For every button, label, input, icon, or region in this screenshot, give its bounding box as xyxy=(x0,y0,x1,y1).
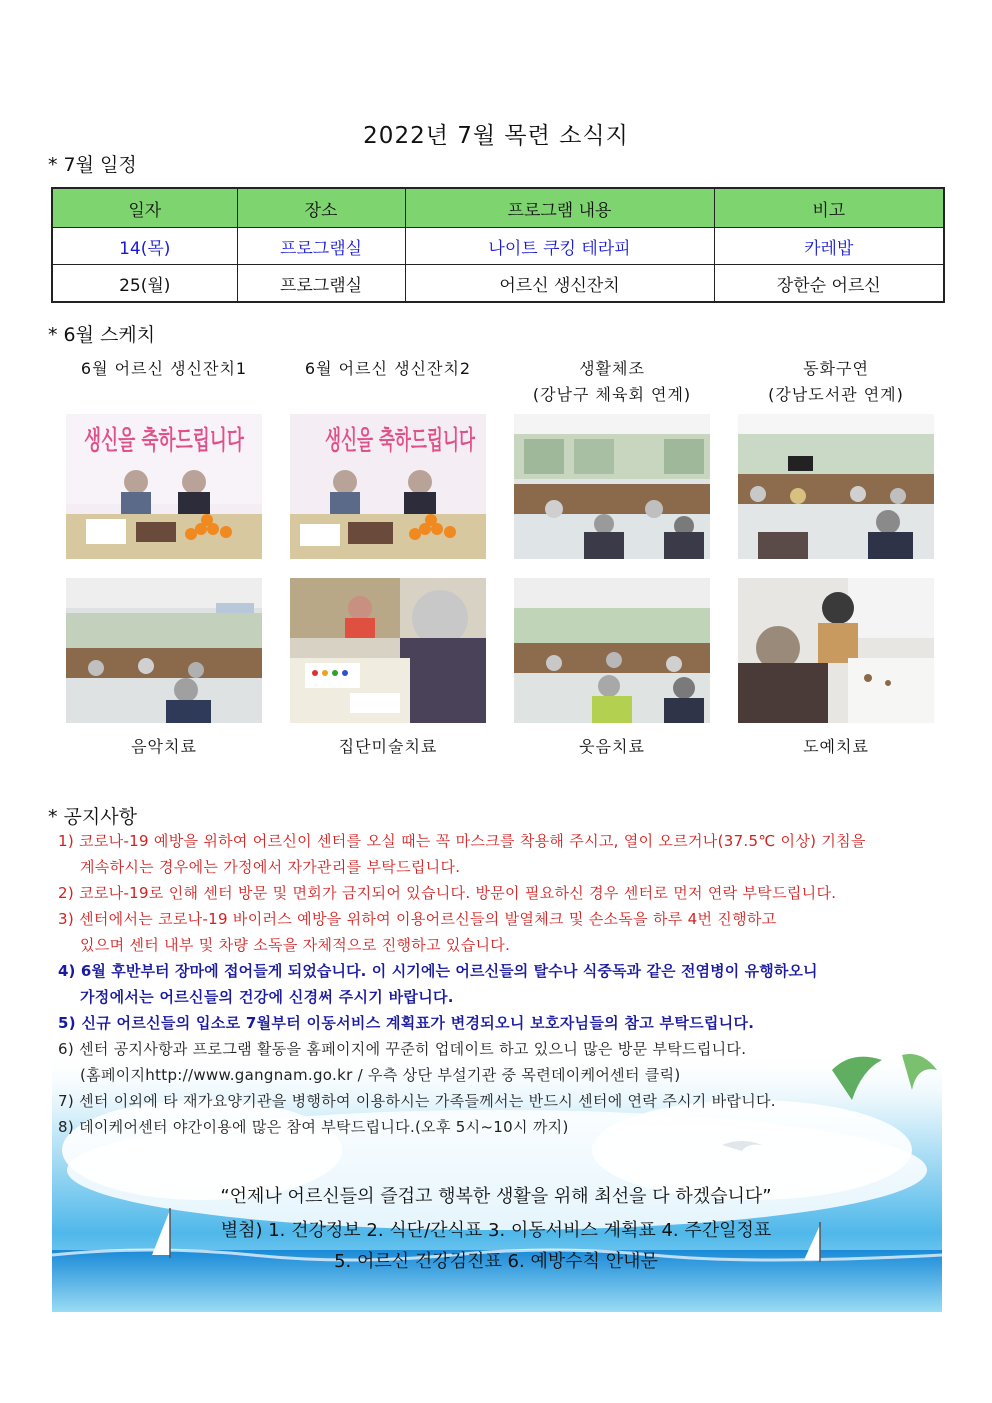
row-note: 카레밥 xyxy=(714,228,944,265)
attachment-list-1: 별첨) 1. 건강정보 2. 식단/간식표 3. 이동서비스 계획표 4. 주간일정표 xyxy=(220,1220,772,1241)
row-date: 25(월) xyxy=(52,265,237,303)
caption-line: 생활체조 xyxy=(579,359,645,378)
notice-text: 센터에서는 코로나-19 바이러스 예방을 위하여 이용어르신들의 발열체크 및 손소독을 하루 4번 진행하고 xyxy=(79,910,777,928)
notice-text: 6월 후반부터 장마에 접어들게 되었습니다. 이 시기에는 어르신들의 탈수나 식중독과 같은 전염병이 유행하오니 xyxy=(80,962,818,980)
row-program: 나이트 쿠킹 테라피 xyxy=(405,228,714,265)
notice-text: 데이케어센터 야간이용에 많은 참여 부탁드립니다.(오후 5시~10시 까지) xyxy=(79,1118,569,1136)
notice-text: 센터 이외에 타 재가요양기관을 병행하여 이용하시는 가족들께서는 반드시 센터에 연락 주시기 바랍니다. xyxy=(79,1092,776,1110)
banner-text: 생신을 축하드립니다 xyxy=(325,426,561,456)
homepage-link-text: (홈페이지http://www.gangnam.go.kr / 우측 상단 부설기관 중 목련데이케어센터 클릭) xyxy=(80,1066,681,1084)
row-date: 14(목) xyxy=(52,228,237,265)
row-place: 프로그램실 xyxy=(237,265,405,303)
photo-caption xyxy=(54,356,274,382)
photo-caption xyxy=(278,356,498,382)
table-row xyxy=(52,228,944,265)
photo-caption: 집단미술치료 xyxy=(338,737,438,756)
caption-line: 6월 어르신 생신잔치2 xyxy=(304,359,472,378)
storytelling-photo xyxy=(738,414,934,559)
schedule-table xyxy=(51,187,945,303)
photo-caption xyxy=(502,356,722,408)
notice-continuation: 있으며 센터 내부 및 차량 소독을 자체적으로 진행하고 있습니다. xyxy=(80,936,511,954)
photo-caption: 음악치료 xyxy=(131,737,197,756)
notice-number: 5) xyxy=(58,1014,76,1032)
notice-number: 1) xyxy=(58,832,74,850)
notice-number: 4) xyxy=(58,962,76,980)
header-program: 프로그램 내용 xyxy=(405,188,714,228)
caption-line: 동화구연 xyxy=(803,359,869,378)
notice-number: 8) xyxy=(58,1118,74,1136)
notice-number: 2) xyxy=(58,884,74,902)
header-date: 일자 xyxy=(52,188,237,228)
notice-text: 센터 공지사항과 프로그램 활동을 홈페이지에 꾸준히 업데이트 하고 있으니 많은 방문 부탁드립니다. xyxy=(79,1040,747,1058)
header-place: 장소 xyxy=(237,188,405,228)
notice-text: 코로나-19 예방을 위하여 어르신이 센터를 오실 때는 꼭 마스크를 착용해 주시고, 열이 오르거나(37.5℃ 이상) 기침을 xyxy=(79,832,866,850)
notice-item xyxy=(58,880,958,906)
table-row xyxy=(52,265,944,303)
photo-caption: 웃음치료 xyxy=(579,737,645,756)
footer-slogan: “언제나 어르신들의 즐겁고 행복한 생활을 위해 최선을 다 하겠습니다” xyxy=(220,1186,772,1207)
row-program: 어르신 생신잔치 xyxy=(405,265,714,303)
row-note: 장한순 어르신 xyxy=(714,265,944,303)
row-place: 프로그램실 xyxy=(237,228,405,265)
table-header-row xyxy=(52,188,944,228)
notice-text: 코로나-19로 인해 센터 방문 및 면회가 금지되어 있습니다. 방문이 필요하신 경우 센터로 먼저 연락 부탁드립니다. xyxy=(79,884,837,902)
notice-text: 신규 어르신들의 입소로 7월부터 이동서비스 계획표가 변경되오니 보호자님들의 참고 부탁드립니다. xyxy=(81,1014,755,1032)
notice-item xyxy=(58,1114,958,1140)
notice-continuation: 계속하시는 경우에는 가정에서 자가관리를 부탁드립니다. xyxy=(80,858,461,876)
notice-item xyxy=(58,1036,958,1062)
art-therapy-photo xyxy=(290,578,486,723)
notice-number: 6) xyxy=(58,1040,74,1058)
photo-caption: 도예치료 xyxy=(803,737,869,756)
photo-caption xyxy=(726,356,946,408)
notice-list xyxy=(58,828,958,1140)
caption-line: (강남도서관 연계) xyxy=(768,385,904,404)
notice-number: 7) xyxy=(58,1092,74,1110)
ceramics-therapy-photo xyxy=(738,578,934,723)
exercise-photo xyxy=(514,414,710,559)
laughter-therapy-photo xyxy=(514,578,710,723)
notice-continuation: 가정에서는 어르신들의 건강에 신경써 주시기 바랍니다. xyxy=(80,988,454,1006)
sketch-heading: * 6월 스케치 xyxy=(48,324,156,346)
caption-line: 6월 어르신 생신잔치1 xyxy=(80,359,248,378)
birthday-party-photo-2 xyxy=(290,414,561,559)
notice-number: 3) xyxy=(58,910,74,928)
attachment-list-2: 5. 어르신 건강검진표 6. 예방수칙 안내문 xyxy=(334,1251,658,1272)
birthday-party-photo-1 xyxy=(66,414,320,559)
notice-item xyxy=(58,1088,958,1114)
notice-item xyxy=(58,906,958,932)
newsletter-title: 2022년 7월 목련 소식지 xyxy=(363,123,629,149)
banner-text: 생신을 축하드립니다 xyxy=(84,426,320,456)
caption-line: (강남구 체육회 연계) xyxy=(532,385,692,404)
notice-item xyxy=(58,828,958,854)
schedule-heading: * 7월 일정 xyxy=(48,154,137,176)
music-therapy-photo xyxy=(66,578,262,723)
notice-item xyxy=(58,958,958,984)
header-note: 비고 xyxy=(714,188,944,228)
notice-item xyxy=(58,1010,958,1036)
notice-heading: * 공지사항 xyxy=(48,806,137,828)
